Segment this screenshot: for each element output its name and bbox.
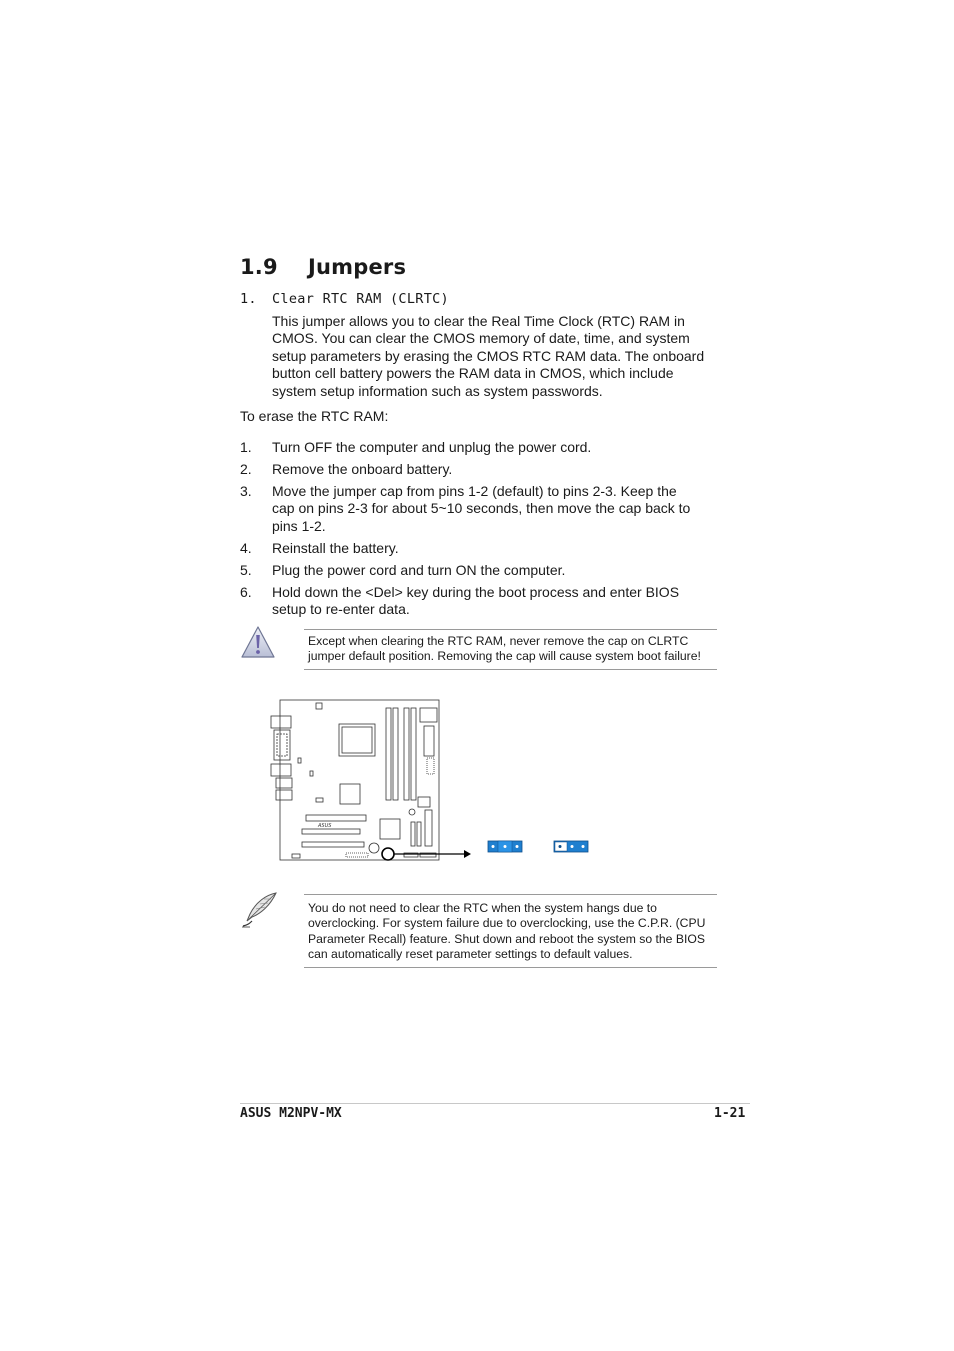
steps-list: [240, 439, 720, 623]
intro-paragraph: [272, 313, 717, 400]
section-number: 1.9: [240, 255, 278, 279]
step-line: Hold down the <Del> key during the boot process and enter BIOS: [272, 583, 680, 600]
step-line: setup to re-enter data.: [272, 601, 410, 618]
list-item: [240, 483, 720, 535]
lead-in-text: To erase the RTC RAM:: [240, 408, 389, 424]
warning-triangle-icon: [240, 625, 276, 661]
callout-arrow-head: [464, 850, 471, 858]
step-line: Turn OFF the computer and unplug the power cord.: [272, 439, 592, 455]
list-item: [240, 540, 720, 557]
step-number: 5.: [240, 561, 252, 578]
jumper-normal-illustration: [488, 841, 522, 852]
tip-note: [304, 894, 717, 968]
clrtc-highlight-circle: [382, 848, 394, 860]
intro-line: button cell battery powers the RAM data in CMOS, which include: [272, 365, 674, 382]
list-item: [240, 439, 720, 456]
footer-product-name: ASUS M2NPV-MX: [240, 1106, 342, 1121]
motherboard-layout-diagram: [268, 698, 608, 868]
step-line: Remove the onboard battery.: [272, 461, 453, 477]
section-title: [240, 255, 406, 279]
step-line: Move the jumper cap from pins 1-2 (default) to pins 2-3. Keep the: [272, 483, 677, 499]
caution-line: jumper default position. Removing the cap will cause system boot failure!: [308, 649, 701, 664]
step-number: 1.: [240, 439, 252, 455]
tip-line: can automatically reset parameter settings to default values.: [308, 947, 633, 962]
step-number: 4.: [240, 539, 252, 556]
caution-note: [304, 629, 717, 670]
step-line: Reinstall the battery.: [272, 539, 399, 556]
feather-pen-icon: [240, 890, 280, 930]
footer-page-number: 1-21: [714, 1106, 746, 1121]
step-line: Plug the power cord and turn ON the computer.: [272, 561, 566, 578]
subsection-heading: [240, 291, 449, 307]
list-item: [240, 562, 720, 579]
intro-line: This jumper allows you to clear the Real Time Clock (RTC) RAM in: [272, 313, 685, 329]
tip-line: Parameter Recall) feature. Shut down and reboot the system so the BIOS: [308, 931, 705, 946]
list-item: [240, 584, 720, 619]
intro-line: setup parameters by erasing the CMOS RTC RAM data. The onboard: [272, 347, 705, 364]
board-logo: ASUS: [318, 823, 332, 829]
step-number: 6.: [240, 583, 252, 600]
step-line: cap on pins 2-3 for about 5~10 seconds, then move the cap back to: [272, 500, 691, 517]
intro-line: system setup information such as system passwords.: [272, 382, 603, 399]
subsection-number: 1.: [240, 291, 257, 307]
jumper-clear-illustration: [554, 841, 588, 852]
footer-divider: [240, 1103, 750, 1104]
list-item: [240, 461, 720, 478]
subsection-title: Clear RTC RAM (CLRTC): [272, 291, 449, 307]
tip-line: You do not need to clear the RTC when the system hangs due to: [308, 901, 657, 915]
step-number: 3.: [240, 483, 252, 499]
section-title-text: Jumpers: [308, 255, 407, 279]
tip-line: overclocking. For system failure due to overclocking, use the C.P.R. (CPU: [308, 916, 706, 931]
step-line: pins 1-2.: [272, 517, 326, 534]
step-number: 2.: [240, 461, 252, 477]
caution-line: Except when clearing the RTC RAM, never remove the cap on CLRTC: [308, 634, 689, 648]
intro-line: CMOS. You can clear the CMOS memory of date, time, and system: [272, 330, 690, 347]
